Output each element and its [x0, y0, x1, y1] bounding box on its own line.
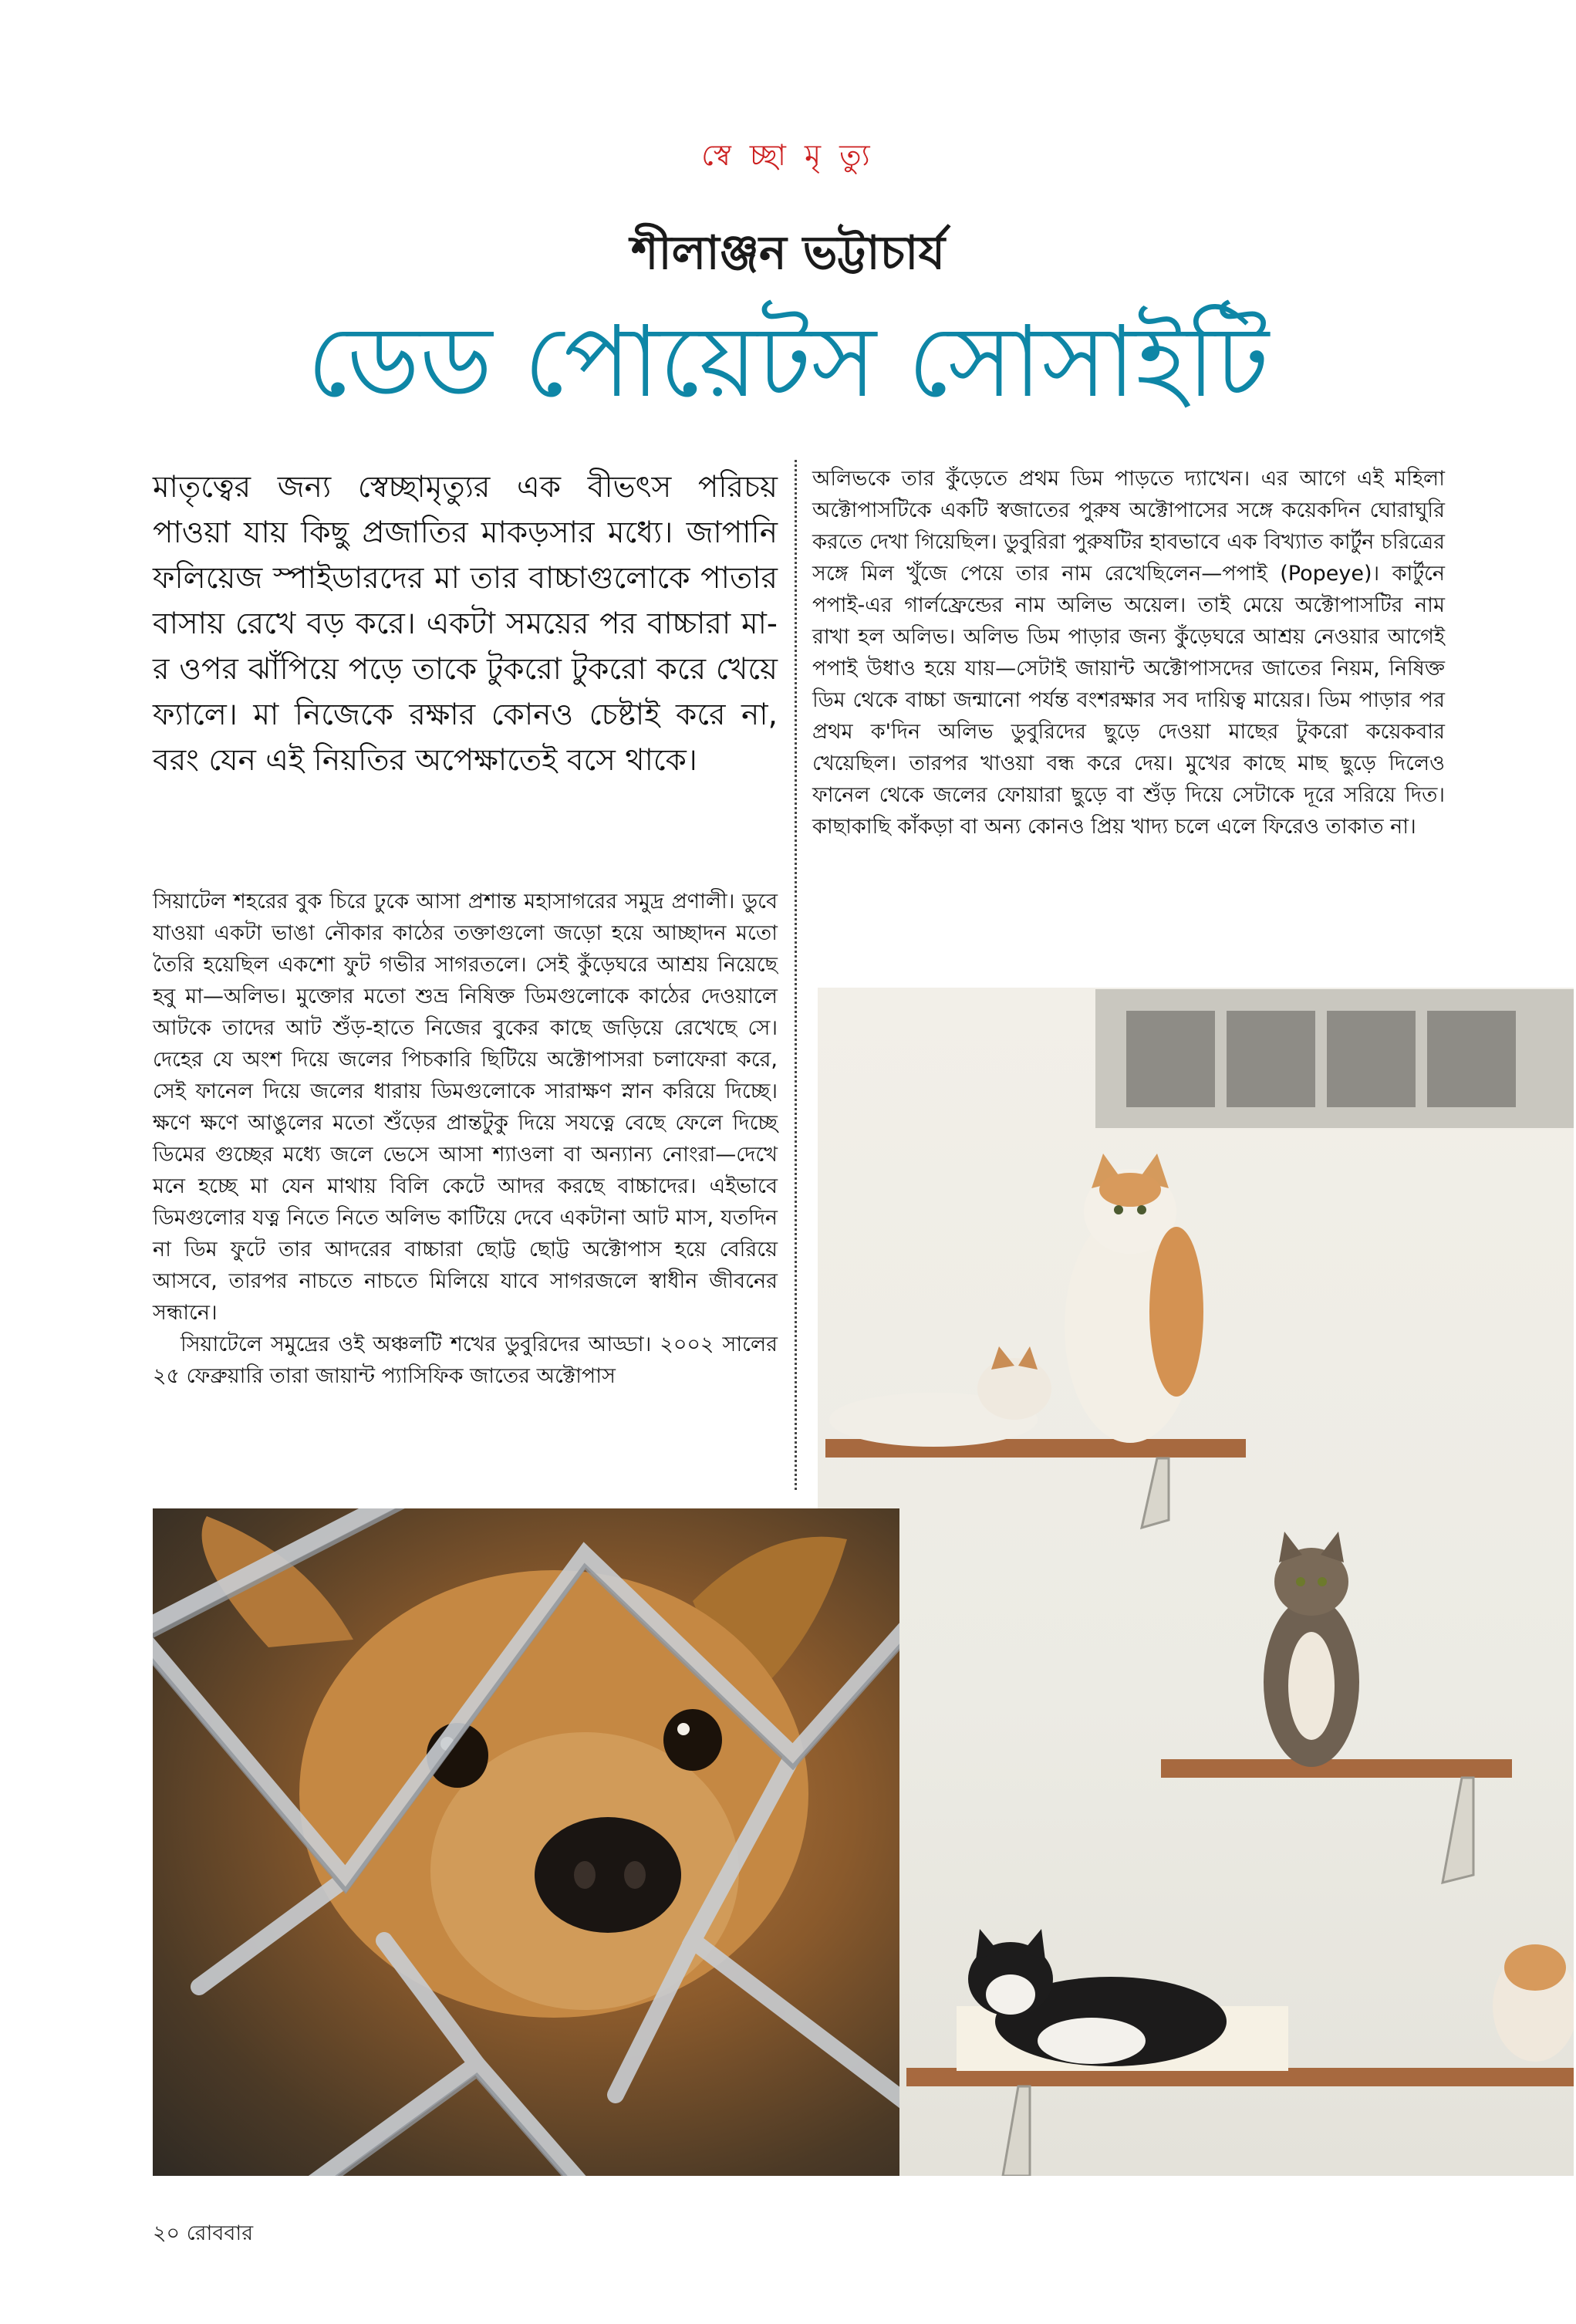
author-byline: শীলাঞ্জন ভট্টাচার্য — [630, 226, 946, 280]
cats-illustration — [818, 988, 1574, 2176]
body-column-right: অলিভকে তার কুঁড়েতে প্রথম ডিম পাড়তে দ্যাখেন। এর আগে এই মহিলা অক্টোপাসটিকে একটি স্বজাতের পুরুষ অক্টোপাসের সঙ্গে কয়েকদিন ঘোরাঘুরি করতে দেখা গিয়েছিল। ডুবুরিরা পুরুষটির হাবভাবে এক বিখ্যাত কার্টুন চরিত্রের সঙ্গে মিল খুঁজে পেয়ে তার নাম রেখেছিলেন—পপাই (Popeye)। কার্টুনে পপাই-এর গার্লফ্রেন্ডের নাম অলিভ অয়েল। তাই মেয়ে অক্টোপাসটির নাম রাখা হল অলিভ। অলিভ ডিম পাড়ার জন্য কুঁড়েঘরে আশ্রয় নেওয়ার আগেই পপাই উধাও হয়ে যায়—সেটাই জায়ান্ট অক্টোপাসদের জাতের নিয়ম, নিষিক্ত ডিম থেকে বাচ্চা জন্মানো পর্যন্ত বংশরক্ষার সব দায়িত্ব মায়ের। ডিম পাড়ার পর প্রথম ক'দিন অলিভ ডুবুরিদের ছুড়ে দেওয়া মাছের টুকরো কয়েকবার খেয়েছিল। তারপর খাওয়া বন্ধ করে দেয়। মুখের কাছে মাছ ছুড়ে দিলেও ফানেল থেকে জলের ফোয়ারা ছুড়ে বা শুঁড় দিয়ে সেটাকে দূরে সরিয়ে দিত। কাছাকাছি কাঁকড়া বা অন্য কোনও প্রিয় খাদ্য চলে এলে ফিরেও তাকাত না। — [812, 467, 1445, 839]
headline: ডেড পোয়েটস সোসাইটি — [306, 305, 1270, 420]
body-paragraph: সিয়াটেল শহরের বুক চিরে ঢুকে আসা প্রশান্ত মহাসাগরের সমুদ্র প্রণালী। ডুবে যাওয়া একটা ভাঙা নৌকার কাঠের তক্তাগুলো জড়ো হয়ে আচ্ছাদন মতো তৈরি হয়েছিল একশো ফুট গভীর সাগরতলে। সেই কুঁড়েঘরে আশ্রয় নিয়েছে হবু মা—অলিভ। মুক্তোর মতো শুভ্র নিষিক্ত ডিমগুলোকে কাঠের দেওয়ালে আটকে তাদের আট শুঁড়-হাতে নিজের বুকের কাছে জড়িয়ে রেখেছে সে। দেহের যে অংশ দিয়ে জলের পিচকারি ছিটিয়ে অক্টোপাসরা চলাফেরা করে, সেই ফানেল দিয়ে জলের ধারায় ডিমগুলোকে সারাক্ষণ স্নান করিয়ে দিচ্ছে। ক্ষণে ক্ষণে আঙুলের মতো শুঁড়ের প্রান্তটুকু দিয়ে সযত্নে বেছে ফেলে দিচ্ছে ডিমের গুচ্ছের মধ্যে জলে ভেসে আসা শ্যাওলা বা অন্যান্য নোংরা—দেখে মনে হচ্ছে মা যেন মাথায় বিলি কেটে আদর করছে বাচ্চাদের। এইভাবে ডিমগুলোর যত্ন নিতে নিতে অলিভ কাটিয়ে দেবে একটানা আট মাস, যতদিন না ডিম ফুটে তার আদরের বাচ্চারা ছোট্ট ছোট্ট অক্টোপাস হয়ে বেরিয়ে আসবে, তারপর নাচতে নাচতে মিলিয়ে যাবে সাগরজলে স্বাধীন জীবনের সন্ধানে। — [153, 890, 778, 1325]
body-column-left — [153, 886, 778, 1392]
dog-photo — [153, 1508, 899, 2176]
body-paragraph: সিয়াটেলে সমুদ্রের ওই অঞ্চলটি শখের ডুবুরিদের আড্ডা। ২০০২ সালের ২৫ ফেব্রুয়ারি তারা জায়ান্ট প্যাসিফিক জাতের অক্টোপাস — [153, 1333, 778, 1388]
intro-paragraph: মাতৃত্বের জন্য স্বেচ্ছামৃত্যুর এক বীভৎস পরিচয় পাওয়া যায় কিছু প্রজাতির মাকড়সার মধ্যে। জাপানি ফলিয়েজ স্পাইডারদের মা তার বাচ্চাগুলোকে পাতার বাসায় রেখে বড় করে। একটা সময়ের পর বাচ্চারা মা-র ওপর ঝাঁপিয়ে পড়ে তাকে টুকরো টুকরো করে খেয়ে ফ্যালে। মা নিজেকে রক্ষার কোনও চেষ্টাই করে না, বরং যেন এই নিয়তির অপেক্ষাতেই বসে থাকে। — [153, 470, 778, 778]
dog-illustration — [153, 1508, 899, 2176]
page-folio: ২০ রোববার — [153, 2221, 254, 2245]
section-tag: স্বে চ্ছা মৃ ত্যু — [701, 138, 875, 172]
cats-photo — [818, 988, 1574, 2176]
column-divider — [795, 460, 797, 1490]
